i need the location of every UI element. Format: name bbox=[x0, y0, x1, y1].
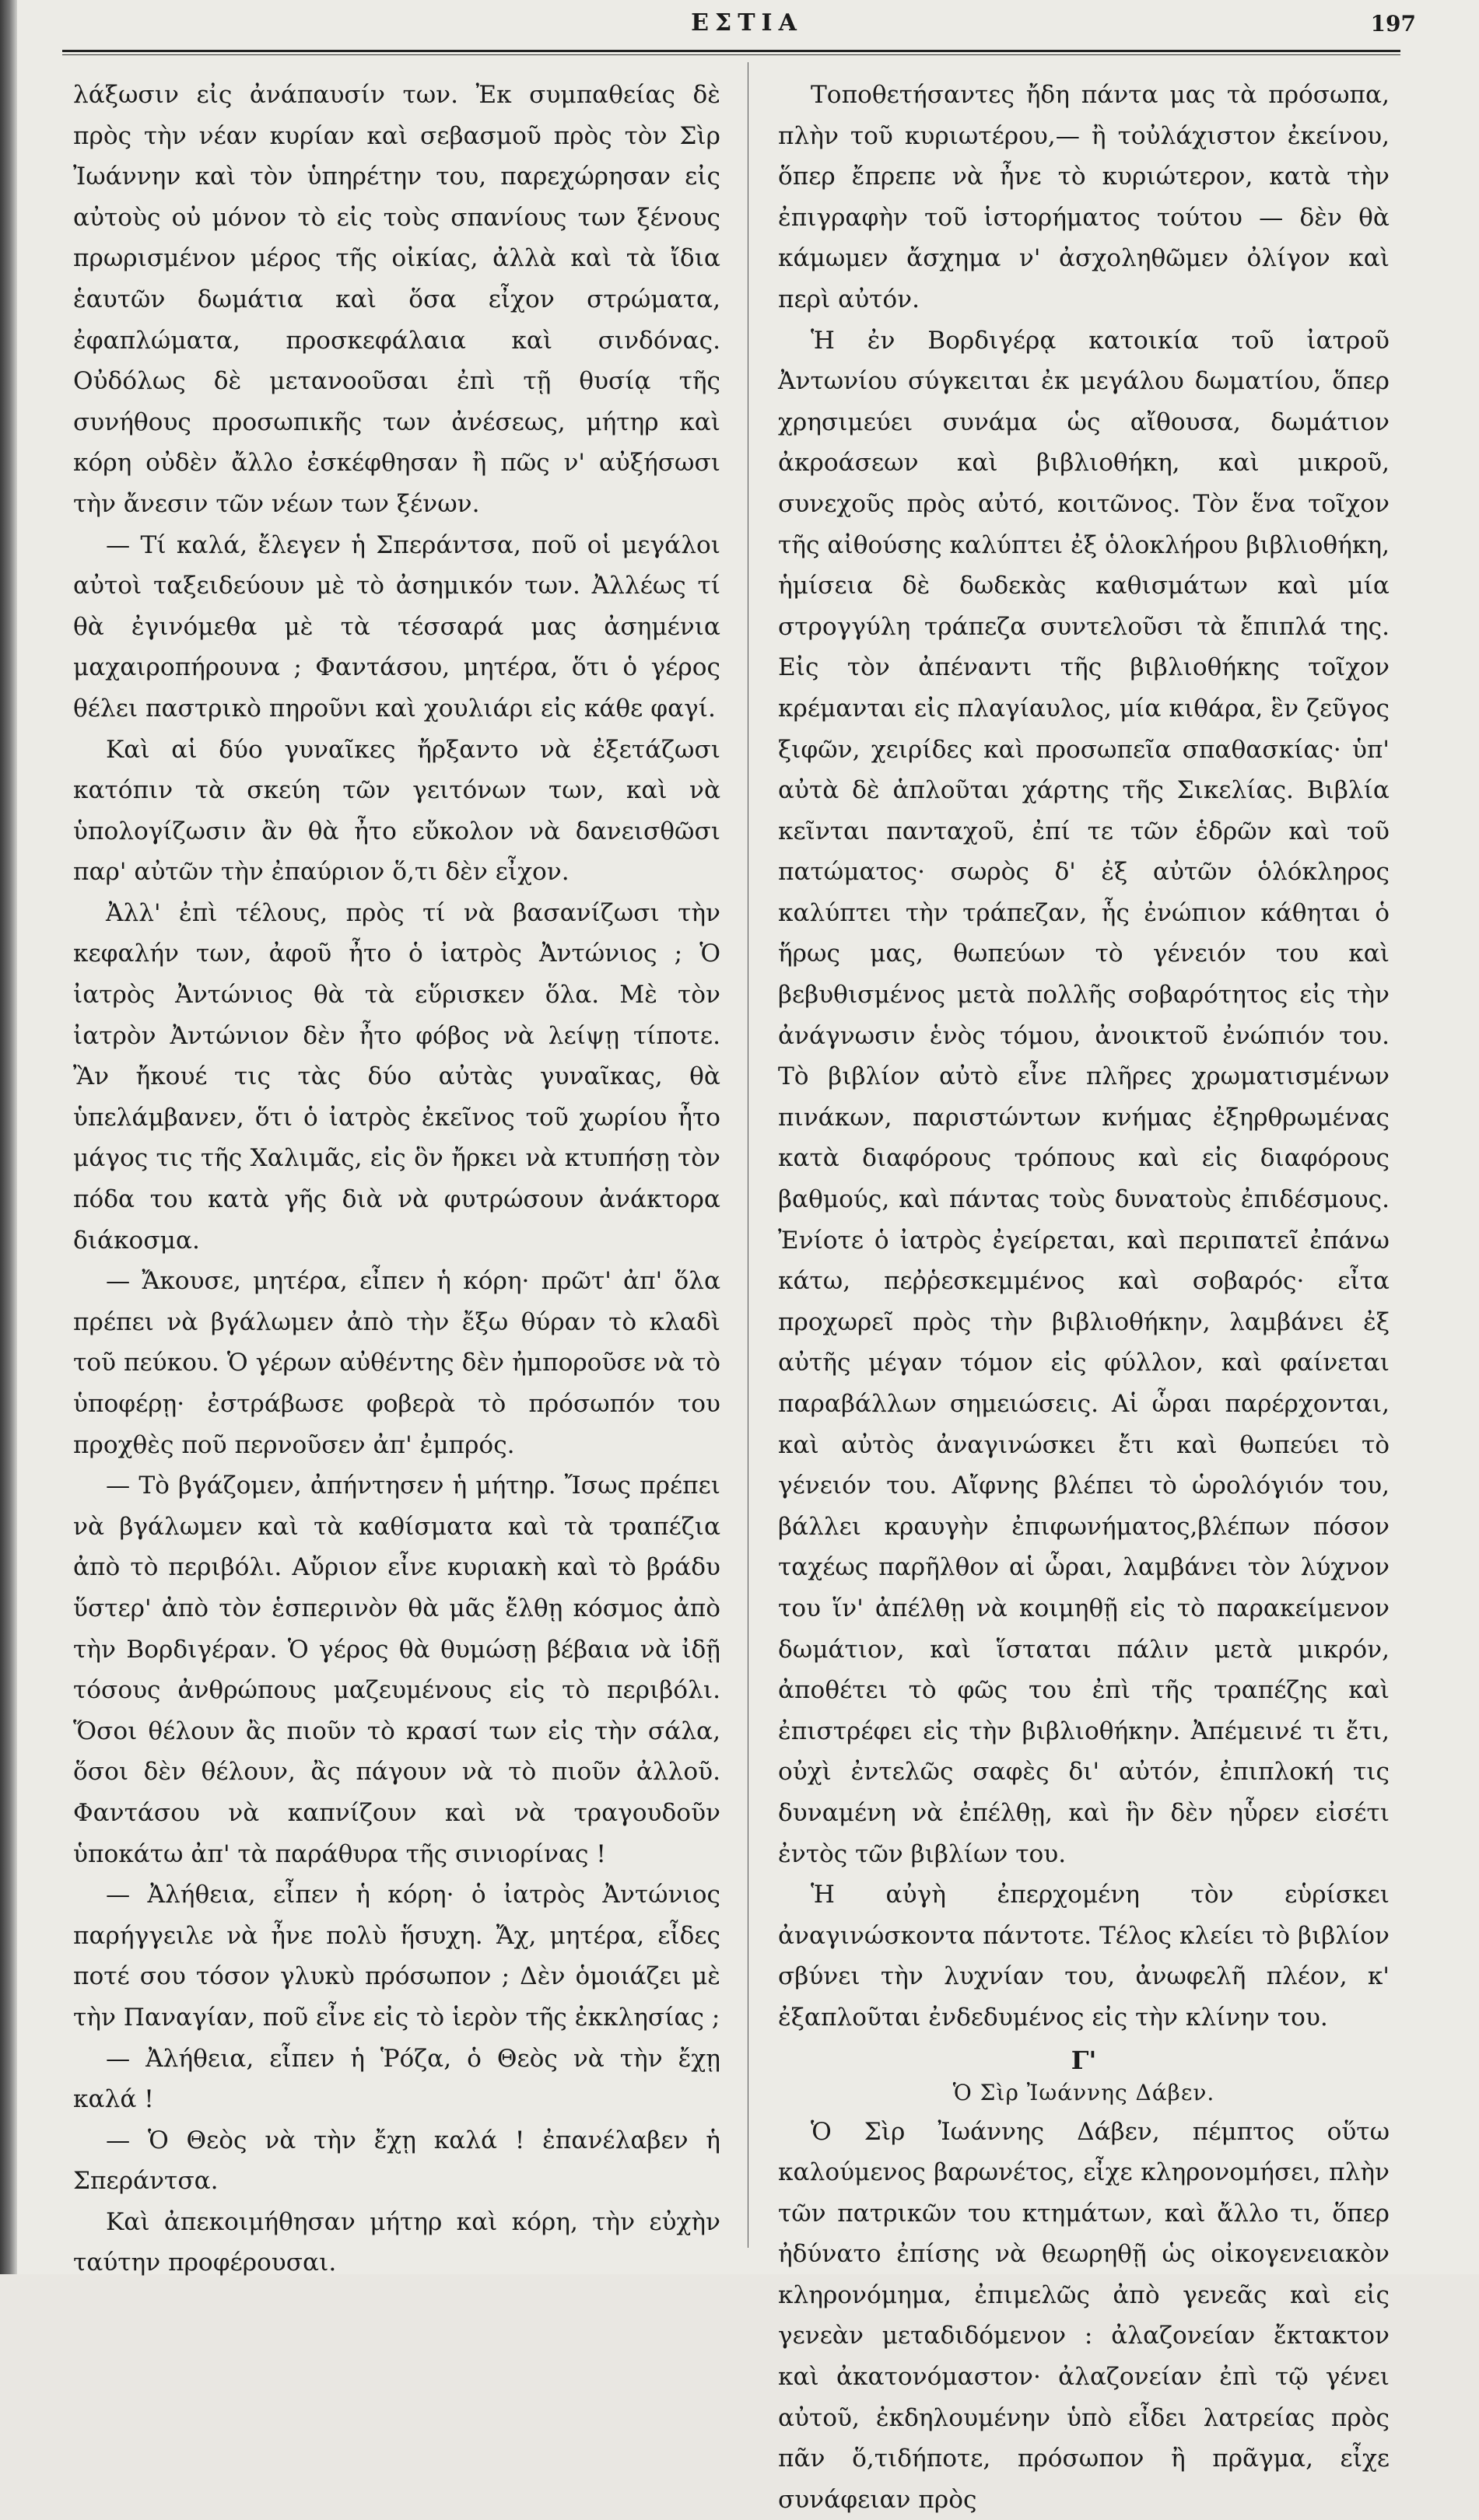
paragraph: Τοποθετήσαντες ἤδη πάντα μας τὰ πρόσωπα, πλὴν τοῦ κυριωτέρου,— ἢ τοὐλάχιστον ἐκείνου, ὅπερ ἔπρεπε νὰ ἦνε τὸ κυριώτερον, κατὰ τὴν ἐπιγραφὴν τοῦ ἱστορήματος τούτου — δὲν θὰ κάμωμεν ἄσχημα ν' ἀσχοληθῶμεν ὀλίγον καὶ περὶ αὐτόν. bbox=[778, 75, 1390, 320]
running-title: ΕΣΤΙΑ bbox=[62, 9, 1432, 37]
paragraph: Ὁ Σὶρ Ἰωάννης Δάβεν, πέμπτος οὕτω καλούμενος βαρωνέτος, εἶχε κληρονομήσει, πλὴν τῶν πατρικῶν του κτημάτων, καὶ ἄλλο τι, ὅπερ ἠδύνατο ἐπίσης νὰ θεωρηθῇ ὡς οἰκογενειακὸν κληρονόμημα, ἐπιμελῶς ἀπὸ γενεᾶς καὶ εἰς γενεὰν μεταδιδόμενον : ἀλαζονείαν ἔκτακτον καὶ ἀκατονόμαστον· ἀλαζονείαν ἐπὶ τῷ γένει αὐτοῦ, ἐκδηλουμένην ὑπὸ εἶδει λατρείας πρὸς πᾶν ὅ,τιδήποτε, πρόσωπον ἢ πρᾶγμα, εἶχε συνάφειαν πρὸς bbox=[778, 2112, 1390, 2520]
paragraph: Καὶ αἱ δύο γυναῖκες ἤρξαντο νὰ ἐξετάζωσι κατόπιν τὰ σκεύη τῶν γειτόνων των, καὶ νὰ ὑπολογίζωσιν ἂν θὰ ἦτο εὔκολον νὰ δανεισθῶσι παρ' αὐτῶν τὴν ἐπαύριον ὅ,τι δὲν εἶχον. bbox=[73, 730, 720, 893]
paragraph: — Τὸ βγάζομεν, ἀπήντησεν ἡ μήτηρ. Ἴσως πρέπει νὰ βγάλωμεν καὶ τὰ καθίσματα καὶ τὰ τραπέζια ἀπὸ τὸ περιβόλι. Αὔριον εἶνε κυριακὴ καὶ τὸ βράδυ ὕστερ' ἀπὸ τὸν ἑσπερινὸν θὰ μᾶς ἔλθῃ κόσμος ἀπὸ τὴν Βορδιγέραν. Ὁ γέρος θὰ θυμώσῃ βέβαια νὰ ἰδῇ τόσους ἀνθρώπους μαζευμένους εἰς τὸ περιβόλι. Ὅσοι θέλουν ἂς πιοῦν τὸ κρασί των εἰς τὴν σάλα, ὅσοι δὲν θέλουν, ἂς πάγουν νὰ τὸ πιοῦν ἀλλοῦ. Φαντάσου νὰ καπνίζουν καὶ νὰ τραγουδοῦν ὑποκάτω ἀπ' τὰ παράθυρα τῆς σινιορίνας ! bbox=[73, 1465, 720, 1874]
page-number: 197 bbox=[1371, 11, 1416, 37]
right-column bbox=[778, 75, 1390, 2245]
paragraph: Καὶ ἀπεκοιμήθησαν μήτηρ καὶ κόρη, τὴν εὐχὴν ταύτην προφέρουσαι. bbox=[73, 2202, 720, 2284]
header-rule-thin bbox=[62, 54, 1400, 55]
paragraph: Ἡ ἐν Βορδιγέρᾳ κατοικία τοῦ ἰατροῦ Ἀντωνίου σύγκειται ἐκ μεγάλου δωματίου, ὅπερ χρησιμεύει συνάμα ὡς αἴθουσα, δωμάτιον ἀκροάσεων καὶ βιβλιοθήκη, καὶ μικροῦ, συνεχοῦς πρὸς αὐτό, κοιτῶνος. Τὸν ἕνα τοῖχον τῆς αἰθούσης καλύπτει ἐξ ὁλοκλήρου βιβλιοθήκη, ἡμίσεια δὲ δωδεκὰς καθισμάτων καὶ μία στρογγύλη τράπεζα συντελοῦσι τὰ ἔπιπλά της. Εἰς τὸν ἀπέναντι τῆς βιβλιοθήκης τοῖχον κρέμανται εἰς πλαγίαυλος, μία κιθάρα, ἓν ζεῦγος ξιφῶν, χειρίδες καὶ προσωπεῖα σπαθασκίας· ὑπ' αὐτὰ δὲ ἁπλοῦται χάρτης τῆς Σικελίας. Βιβλία κεῖνται πανταχοῦ, ἐπί τε τῶν ἑδρῶν καὶ τοῦ πατώματος· σωρὸς δ' ἐξ αὐτῶν ὁλόκληρος καλύπτει τὴν τράπεζαν, ἧς ἐνώπιον κάθηται ὁ ἥρως μας, θωπεύων τὸ γένειόν του καὶ βεβυθισμένος μετὰ πολλῆς σοβαρότητος εἰς τὴν ἀνάγνωσιν ἑνὸς τόμου, ἀνοικτοῦ ἐνώπιόν του. Τὸ βιβλίον αὐτὸ εἶνε πλῆρες χρωματισμένων πινάκων, παριστώντων κνήμας ἐξηρθρωμένας κατὰ διαφόρους τρόπους καὶ εἰς διαφόρους βαθμούς, καὶ πάντας τοὺς δυνατοὺς ἐπιδέσμους. Ἐνίοτε ὁ ἰατρὸς ἐγείρεται, καὶ περιπατεῖ ἐπάνω κάτω, πεῤῥεσκεμμένος καὶ σοβαρός· εἶτα προχωρεῖ πρὸς τὴν βιβλιοθήκην, λαμβάνει ἐξ αὐτῆς μέγαν τόμον εἰς φύλλον, καὶ φαίνεται παραβάλλων σημειώσεις. Αἱ ὧραι παρέρχονται, καὶ αὐτὸς ἀναγινώσκει ἔτι καὶ θωπεύει τὸ γένειόν του. Αἴφνης βλέπει τὸ ὡρολόγιόν του, βάλλει κραυγὴν ἐπιφωνήματος,βλέπων πόσον ταχέως παρῆλθον αἱ ὧραι, λαμβάνει τὸν λύχνον του ἵν' ἀπέλθῃ νὰ κοιμηθῇ εἰς τὸ παρακείμενον δωμάτιον, καὶ ἵσταται πάλιν μετὰ μικρόν, ἀποθέτει τὸ φῶς του ἐπὶ τῆς τραπέζης καὶ ἐπιστρέφει εἰς τὴν βιβλιοθήκην. Ἀπέμεινέ τι ἔτι, οὐχὶ ἐντελῶς σαφὲς δι' αὐτόν, ἐπιπλοκή τις δυναμένη νὰ ἐπέλθῃ, καὶ ἣν δὲν ηὗρεν εἰσέτι ἐντὸς τῶν βιβλίων του. bbox=[778, 320, 1390, 1875]
paragraph: Ἡ αὐγὴ ἐπερχομένη τὸν εὑρίσκει ἀναγινώσκοντα πάντοτε. Τέλος κλείει τὸ βιβλίον σβύνει τὴν λυχνίαν του, ἀνωφελῆ πλέον, κ' ἐξαπλοῦται ἐνδεδυμένος εἰς τὴν κλίνην του. bbox=[778, 1874, 1390, 2038]
paragraph: Ἀλλ' ἐπὶ τέλους, πρὸς τί νὰ βασανίζωσι τὴν κεφαλήν των, ἀφοῦ ἦτο ὁ ἰατρὸς Ἀντώνιος ; Ὁ ἰατρὸς Ἀντώνιος θὰ τὰ εὕρισκεν ὅλα. Μὲ τὸν ἰατρὸν Ἀντώνιον δὲν ἦτο φόβος νὰ λείψῃ τίποτε. Ἂν ἤκουέ τις τὰς δύο αὐτὰς γυναῖκας, θὰ ὑπελάμβανεν, ὅτι ὁ ἰατρὸς ἐκεῖνος τοῦ χωρίου ἦτο μάγος τις τῆς Χαλιμᾶς, εἰς ὃν ἤρκει νὰ κτυπήσῃ τὸν πόδα του κατὰ γῆς διὰ νὰ φυτρώσουν ἀνάκτορα διάκοσμα. bbox=[73, 893, 720, 1261]
paragraph: — Τί καλά, ἔλεγεν ἡ Σπεράντσα, ποῦ οἱ μεγάλοι αὐτοὶ ταξειδεύουν μὲ τὸ ἀσημικόν των. Ἀλλέως τί θὰ ἐγινόμεθα μὲ τὰ τέσσαρά μας ἀσημένια μαχαιροπήρουνα ; Φαντάσου, μητέρα, ὅτι ὁ γέρος θέλει παστρικὸ πηροῦνι καὶ χουλιάρι εἰς κάθε φαγί. bbox=[73, 525, 720, 730]
paragraph: — Ὁ Θεὸς νὰ τὴν ἔχῃ καλά ! ἐπανέλαβεν ἡ Σπεράντσα. bbox=[73, 2120, 720, 2202]
page-header bbox=[62, 8, 1432, 47]
paragraph: λάξωσιν εἰς ἀνάπαυσίν των. Ἐκ συμπαθείας δὲ πρὸς τὴν νέαν κυρίαν καὶ σεβασμοῦ πρὸς τὸν Σὶρ Ἰωάννην καὶ τὸν ὑπηρέτην του, παρεχώρησαν εἰς αὐτοὺς οὐ μόνον τὸ εἰς τοὺς σπανίους των ξένους πρωρισμένον μέρος τῆς οἰκίας, ἀλλὰ καὶ τὰ ἴδια ἑαυτῶν δωμάτια καὶ ὅσα εἶχον στρώματα, ἐφαπλώματα, προσκεφάλαια καὶ σινδόνας. Οὐδόλως δὲ μετανοοῦσαι ἐπὶ τῇ θυσίᾳ τῆς συνήθους προσωπικῆς των ἀνέσεως, μήτηρ καὶ κόρη οὐδὲν ἄλλο ἐσκέφθησαν ἢ πῶς ν' αὐξήσωσι τὴν ἄνεσιν τῶν νέων των ξένων. bbox=[73, 75, 720, 525]
paragraph: — Ἀλήθεια, εἶπεν ἡ Ῥόζα, ὁ Θεὸς νὰ τὴν ἔχῃ καλά ! bbox=[73, 2039, 720, 2120]
section-numeral: Γ' bbox=[778, 2043, 1390, 2077]
section-title: Ὁ Σὶρ Ἰωάννης Δάβεν. bbox=[778, 2077, 1390, 2109]
left-column bbox=[73, 75, 720, 2245]
page-binding-shadow bbox=[0, 0, 17, 2274]
paragraph: — Ἀλήθεια, εἶπεν ἡ κόρη· ὁ ἰατρὸς Ἀντώνιος παρήγγειλε νὰ ἦνε πολὺ ἥσυχη. Ἄχ, μητέρα, εἶδες ποτέ σου τόσον γλυκὺ πρόσωπον ; Δὲν ὁμοιάζει μὲ τὴν Παναγίαν, ποῦ εἶνε εἰς τὸ ἱερὸν τῆς ἐκκλησίας ; bbox=[73, 1874, 720, 2038]
paragraph: — Ἄκουσε, μητέρα, εἶπεν ἡ κόρη· πρῶτ' ἀπ' ὅλα πρέπει νὰ βγάλωμεν ἀπὸ τὴν ἔξω θύραν τὸ κλαδὶ τοῦ πεύκου. Ὁ γέρων αὐθέντης δὲν ἠμποροῦσε νὰ τὸ ὑποφέρῃ· ἐστράβωσε φοβερὰ τὸ πρόσωπόν του προχθὲς ποῦ περνοῦσεν ἀπ' ἐμπρός. bbox=[73, 1261, 720, 1465]
header-rule bbox=[62, 50, 1400, 52]
